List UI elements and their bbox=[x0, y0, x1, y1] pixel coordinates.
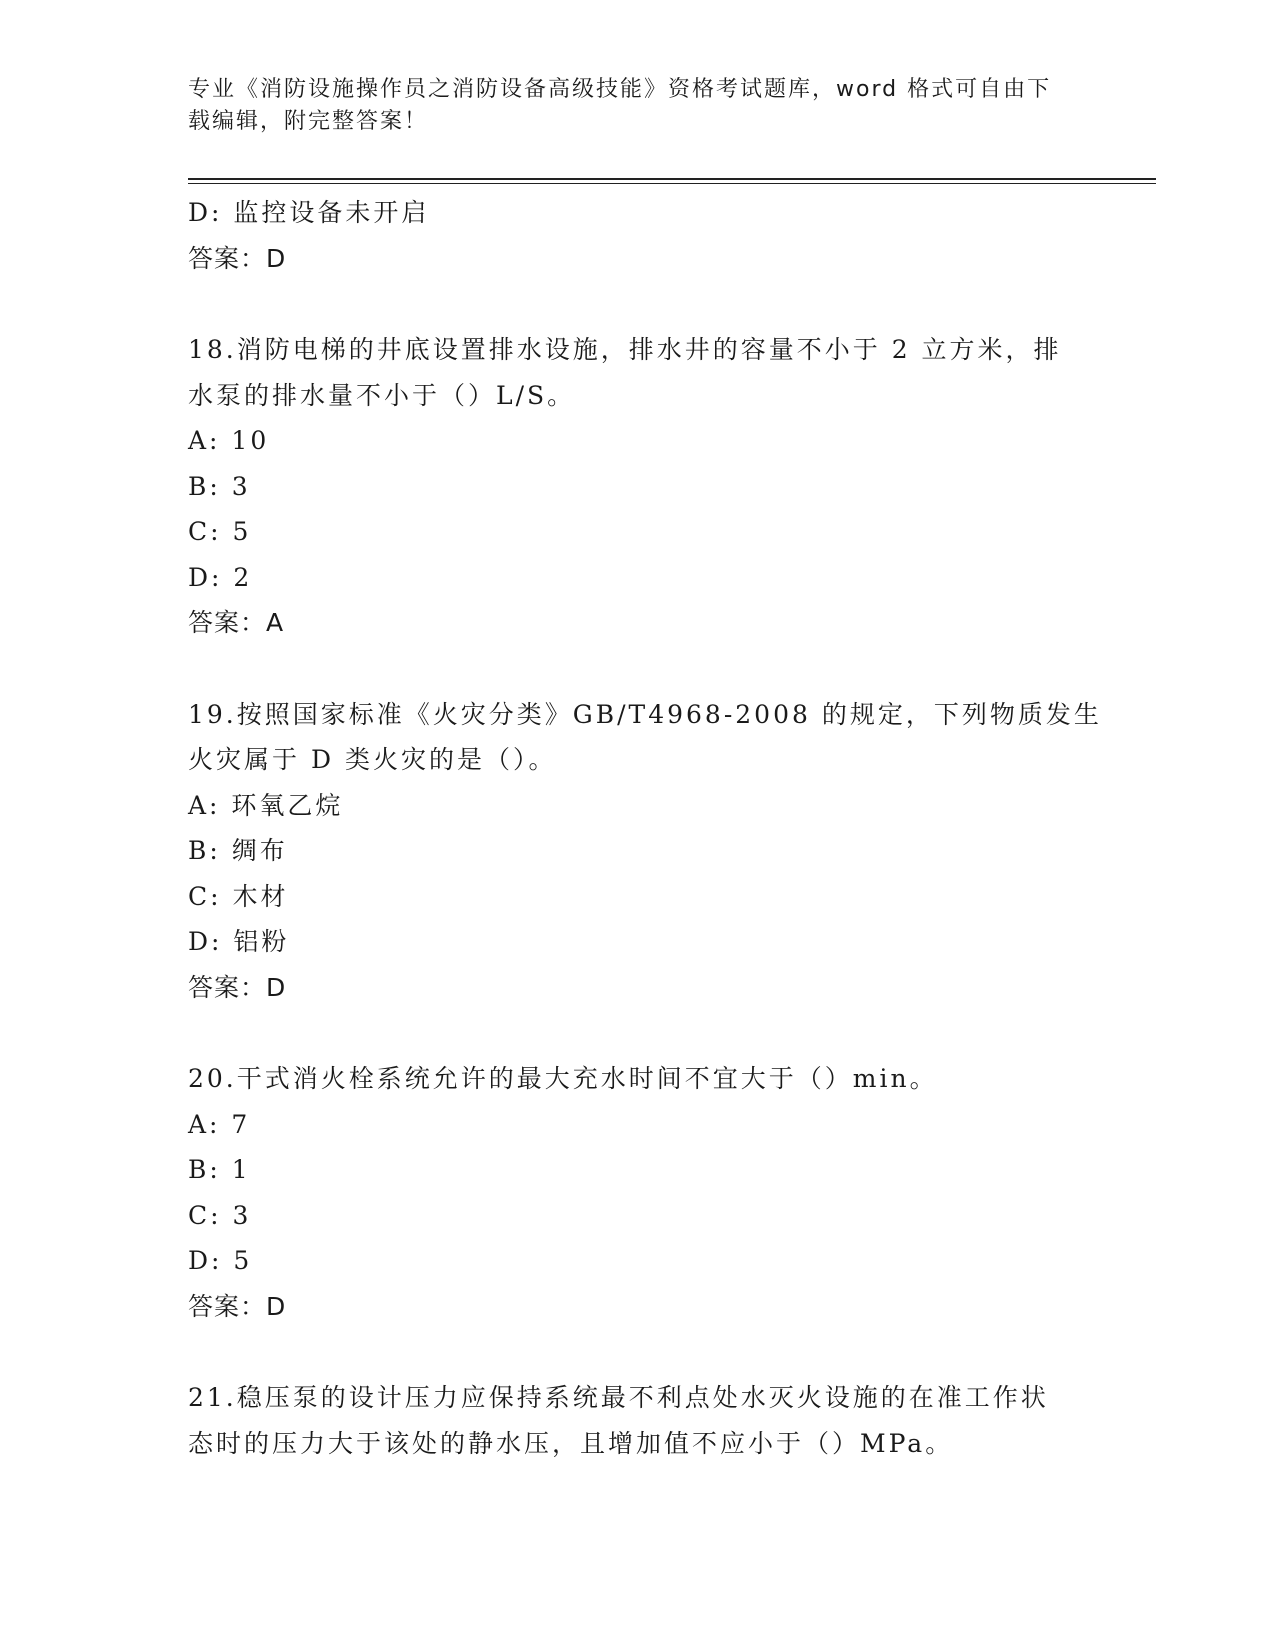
question-18 bbox=[188, 327, 1088, 646]
option-a: A: 10 bbox=[188, 426, 270, 455]
option-c: C: 木材 bbox=[188, 881, 289, 911]
header-line-1: 专业《消防设施操作员之消防设备高级技能》资格考试题库，word 格式可自由下 bbox=[188, 77, 1052, 102]
option-d: D: 铝粉 bbox=[188, 927, 290, 956]
option-b: B: 1 bbox=[188, 1155, 251, 1184]
page-header bbox=[188, 74, 1068, 138]
option-b: B: 绸布 bbox=[188, 836, 288, 865]
header-rule-thick bbox=[188, 178, 1156, 180]
option-c: C: 3 bbox=[188, 1200, 252, 1230]
question-21 bbox=[188, 1375, 1088, 1466]
option-d: D: 2 bbox=[188, 562, 253, 592]
question-text-line: 21.稳压泵的设计压力应保持系统最不利点处水灭火设施的在准工作状 bbox=[188, 1383, 1049, 1412]
spacer bbox=[188, 1010, 1088, 1056]
option-d: D: 监控设备未开启 bbox=[188, 198, 430, 227]
question-19 bbox=[188, 692, 1102, 1011]
header-rule-thin bbox=[188, 183, 1156, 184]
spacer bbox=[188, 646, 1088, 692]
question-text-line: 18.消防电梯的井底设置排水设施，排水井的容量不小于 2 立方米，排 bbox=[188, 335, 1062, 364]
header-line-2: 载编辑，附完整答案！ bbox=[188, 109, 429, 134]
question-text-line: 态时的压力大于该处的静水压，且增加值不应小于（）MPa。 bbox=[188, 1428, 954, 1458]
option-a: A: 7 bbox=[188, 1109, 251, 1139]
spacer bbox=[188, 1329, 1088, 1375]
option-b: B: 3 bbox=[188, 471, 251, 501]
answer-line: 答案：D bbox=[188, 972, 287, 1002]
answer-line: 答案：A bbox=[188, 608, 285, 637]
answer-line: 答案：D bbox=[188, 243, 287, 273]
option-c: C: 5 bbox=[188, 517, 252, 546]
question-text-line: 水泵的排水量不小于（）L/S。 bbox=[188, 380, 576, 410]
question-content bbox=[188, 190, 1102, 1466]
question-text-line: 火灾属于 D 类火灾的是（）。 bbox=[188, 745, 557, 774]
question-20 bbox=[188, 1056, 1088, 1329]
option-d: D: 5 bbox=[188, 1246, 253, 1275]
question-text-line: 19.按照国家标准《火灾分类》GB/T4968-2008 的规定，下列物质发生 bbox=[188, 699, 1102, 729]
question-text-line: 20.干式消火栓系统允许的最大充水时间不宜大于（）min。 bbox=[188, 1064, 938, 1093]
answer-line: 答案：D bbox=[188, 1291, 287, 1321]
option-a: A: 环氧乙烷 bbox=[188, 790, 344, 820]
spacer bbox=[188, 281, 1088, 327]
